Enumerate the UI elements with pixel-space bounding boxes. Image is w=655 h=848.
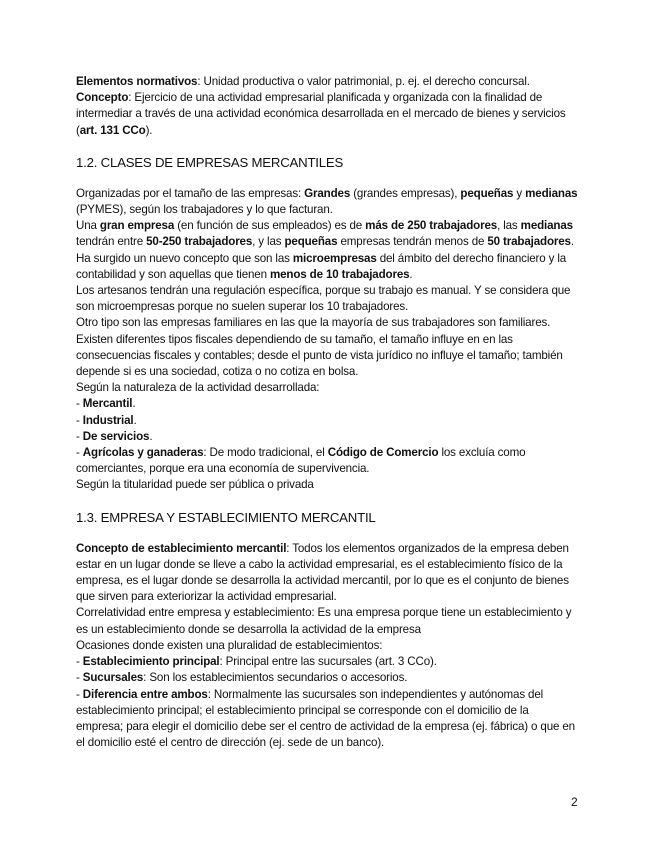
paragraph-naturaleza: Según la naturaleza de la actividad desarrollada: bbox=[76, 381, 320, 395]
section-heading-establecimiento: 1.3. EMPRESA Y ESTABLECIMIENTO MERCANTIL bbox=[76, 509, 376, 525]
section-heading-clases-empresas: 1.2. CLASES DE EMPRESAS MERCANTILES bbox=[76, 154, 344, 170]
paragraph-artesanos: Los artesanos tendrán una regulación específica, porque su trabajo es manual. Y se considera que son microempresas porque no suelen superar los 10 trabajadores. bbox=[76, 284, 571, 314]
page-number: 2 bbox=[571, 795, 578, 809]
paragraph-elementos-normativos: Elementos normativos: Unidad productiva o valor patrimonial, p. ej. el derecho concursal. bbox=[76, 75, 530, 88]
paragraph-tipos-fiscales: Existen diferentes tipos fiscales dependiendo de su tamaño, el tamaño influye en en las consecuencias fiscales y contables; desde el punto de vista jurídico no influye el tamaño; también depende si es una sociedad, cotiza o no cotiza en bolsa. bbox=[76, 332, 563, 379]
paragraph-microempresas: Ha surgido un nuevo concepto que son las microempresas del ámbito del derecho financiero y la contabilidad y son aquellas que tienen menos de 10 trabajadores. bbox=[76, 251, 567, 281]
list-item-servicios: - De servicios. bbox=[76, 429, 153, 443]
paragraph-concepto-establecimiento: Concepto de establecimiento mercantil: Todos los elementos organizados de la empresa deben estar en un lugar donde se lleve a cabo la actividad empresarial, es el establecimiento físico de la empresa, es el lugar donde se desarrolla la actividad mercantil, por lo que es el conjunto de bienes que sirven para exteriorizar la actividad empresarial. bbox=[76, 541, 569, 604]
list-item-diferencia: - Diferencia entre ambos: Normalmente las sucursales son independientes y autónomas del establecimiento principal; el establecimiento principal se corresponde con el domicilio de la empresa; para elegir el domicilio debe ser el centro de actividad de la empresa (ej. fábrica) o que en el domicilio esté el centro de dirección (ej. sede de un banco). bbox=[76, 687, 575, 750]
paragraph-empresas-familiares: Otro tipo son las empresas familiares en las que la mayoría de sus trabajadores son familiares. bbox=[76, 316, 551, 330]
list-item-establecimiento-principal: - Establecimiento principal: Principal entre las sucursales (art. 3 CCo). bbox=[76, 655, 437, 669]
list-item-sucursales: - Sucursales: Son los establecimientos secundarios o accesorios. bbox=[76, 671, 408, 685]
paragraph-pluralidad: Ocasiones donde existen una pluralidad de establecimientos: bbox=[76, 638, 383, 652]
list-item-mercantil: - Mercantil. bbox=[76, 397, 136, 411]
paragraph-concepto: Concepto: Ejercicio de una actividad empresarial planificada y organizada con la finalidad de intermediar a través de una actividad económica desarrollada en el mercado de bienes y servicios (art. 131 CCo). bbox=[76, 91, 566, 137]
list-item-agricolas: - Agrícolas y ganaderas: De modo tradicional, el Código de Comercio los excluía como comerciantes, porque era una economía de supervivencia. bbox=[76, 446, 526, 476]
paragraph-titularidad: Según la titularidad puede ser pública o privada bbox=[76, 478, 314, 492]
paragraph-correlatividad: Correlatividad entre empresa y establecimiento: Es una empresa porque tiene un establecimiento y es un establecimiento donde se desarrolla la actividad de la empresa bbox=[76, 606, 572, 636]
paragraph-gran-empresa: Una gran empresa (en función de sus empleados) es de más de 250 trabajadores, las medianas tendrán entre 50-250 trabajadores, y las pequeñas empresas tendrán menos de 50 trabajadores. bbox=[76, 219, 574, 249]
document-page bbox=[76, 74, 578, 751]
paragraph-tamano: Organizadas por el tamaño de las empresas: Grandes (grandes empresas), pequeñas y medianas (PYMES), según los trabajadores y lo que facturan. bbox=[76, 186, 578, 217]
list-item-industrial: - Industrial. bbox=[76, 413, 137, 427]
